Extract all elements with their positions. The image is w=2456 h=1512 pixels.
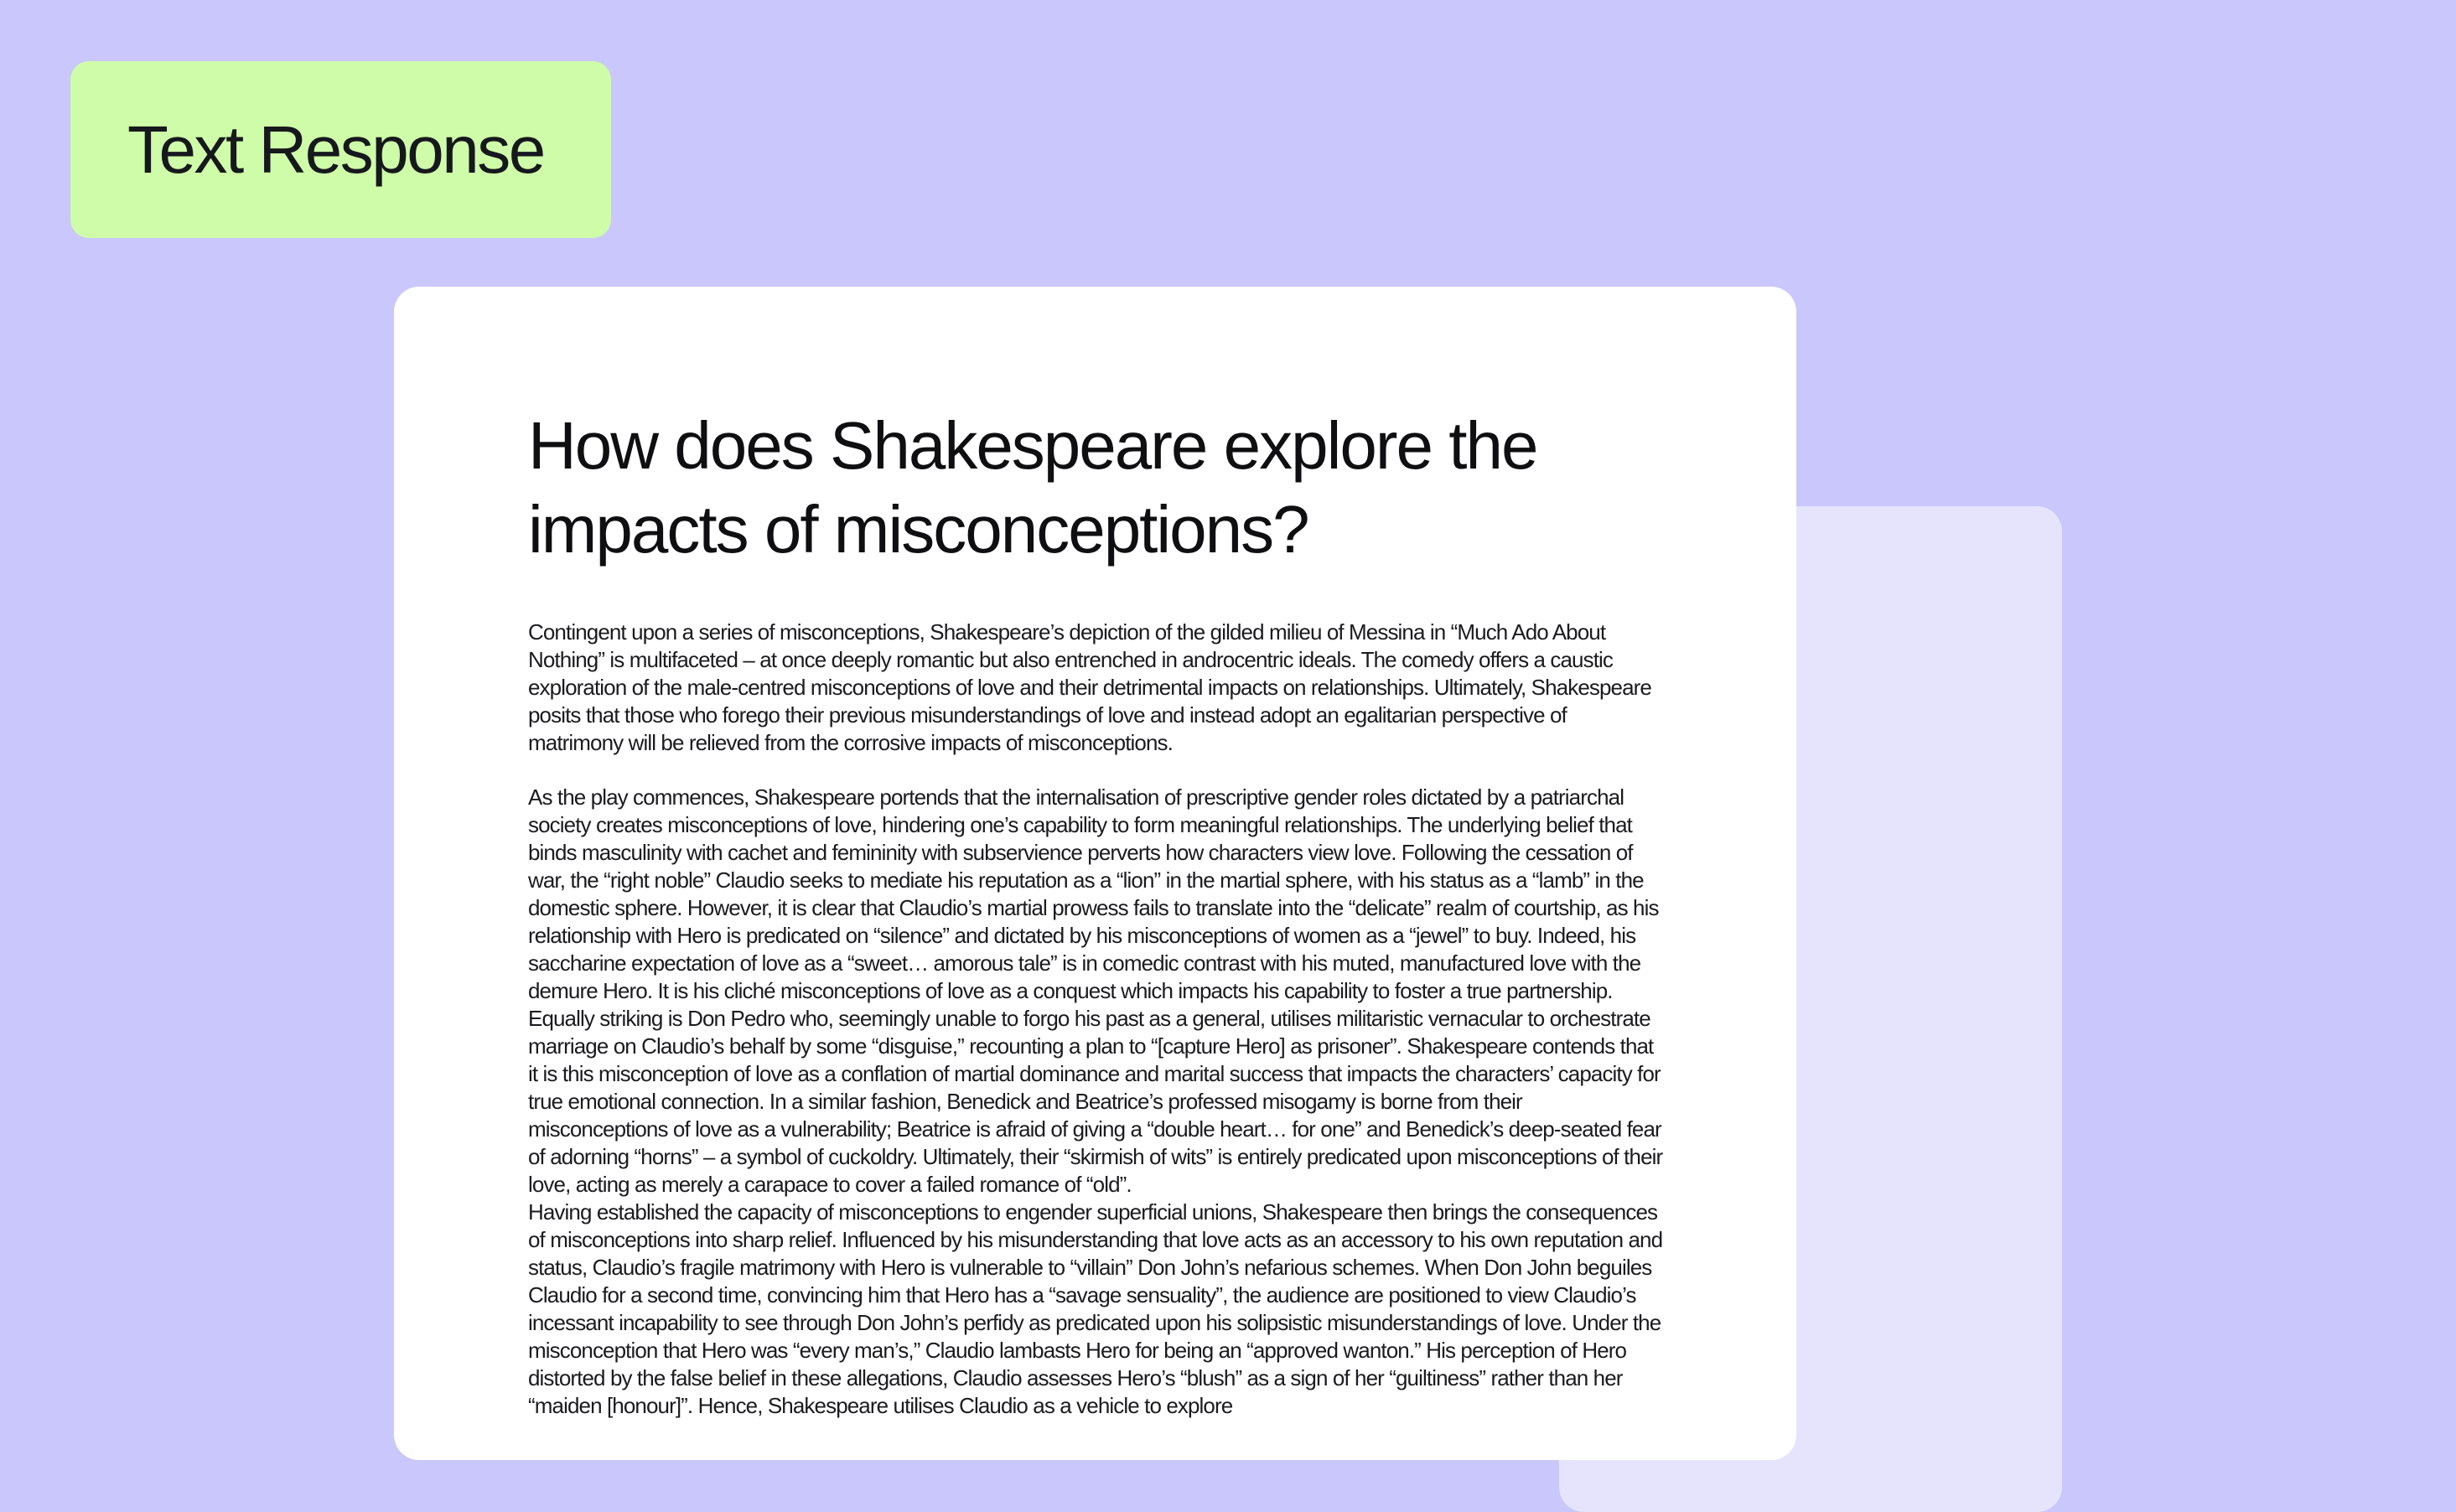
essay-card — [394, 287, 1796, 1460]
badge-label: Text Response — [127, 111, 544, 187]
text-response-badge — [70, 61, 611, 238]
essay-title: How does Shakespeare explore the impacts of misconceptions? — [528, 408, 1537, 567]
essay-paragraph-intro: Contingent upon a series of misconceptions, Shakespeare’s depiction of the gilded milieu of Messina in “Much Ado About Nothing” is multifaceted – at once deeply romantic but also entrenched in androcentric ideals. The comedy offers a caustic exploration of the male-centred misconceptions of love and their detrimental impacts on relationships. Ultimately, Shakespeare posits that those who forego their previous misunderstandings of love and instead adopt an egalitarian perspective of matrimony will be relieved from the corrosive impacts of misconceptions. — [528, 619, 1651, 755]
essay-paragraph-body-1: As the play commences, Shakespeare portends that the internalisation of prescriptive gender roles dictated by a patriarchal society creates misconceptions of love, hindering one’s capability to form meaningful relationships. The underlying belief that binds masculinity with cachet and femininity with subservience perverts how characters view love. Following the cessation of war, the “right noble” Claudio seeks to mediate his reputation as a “lion” in the martial sphere, with his status as a “lamb” in the domestic sphere. However, it is clear that Claudio’s martial prowess fails to translate into the “delicate” realm of courtship, as his relationship with Hero is predicated on “silence” and dictated by his misconceptions of women as a “jewel” to buy. Indeed, his saccharine expectation of love as a “sweet… amorous tale” is in comedic contrast with his muted, manufactured love with the demure Hero. It is his cliché misconceptions of love as a conquest which impacts his capability to foster a true partnership. Equally striking is Don Pedro who, seemingly unable to forgo his past as a general, utilises militaristic vernacular to orchestrate marriage on Claudio’s behalf by some “disguise,” recounting a plan to “[capture Hero] as prisoner”. Shakespeare contends that it is this misconception of love as a conflation of martial dominance and marital success that impacts the characters’ capacity for true emotional connection. In a similar fashion, Benedick and Beatrice’s professed misogamy is borne from their misconceptions of love as a vulnerability; Beatrice is afraid of giving a “double heart… for one” and Benedick’s deep-seated fear of adorning “horns” – a symbol of cuckoldry. Ultimately, their “skirmish of wits” is entirely predicated upon misconceptions of their love, acting as merely a carapace to cover a failed romance of “old”. — [528, 784, 1663, 1197]
essay-body — [528, 619, 1666, 1420]
essay-paragraph-body-2: Having established the capacity of misconceptions to engender superficial unions, Shakespeare then brings the consequences of misconceptions into sharp relief. Influenced by his misunderstanding that love acts as an accessory to his own reputation and status, Claudio’s fragile matrimony with Hero is vulnerable to “villain” Don John’s nefarious schemes. When Don John beguiles Claudio for a second time, convincing him that Hero has a “savage sensuality”, the audience are positioned to view Claudio’s incessant incapability to see through Don John’s perfidy as predicated upon his solipsistic misunderstandings of love. Under the misconception that Hero was “every man’s,” Claudio lambasts Hero for being an “approved wanton.” His perception of Hero distorted by the false belief in these allegations, Claudio assesses Hero’s “blush” as a sign of her “guiltiness” rather than her “maiden [honour]”. Hence, Shakespeare utilises Claudio as a vehicle to explore — [528, 1199, 1663, 1418]
